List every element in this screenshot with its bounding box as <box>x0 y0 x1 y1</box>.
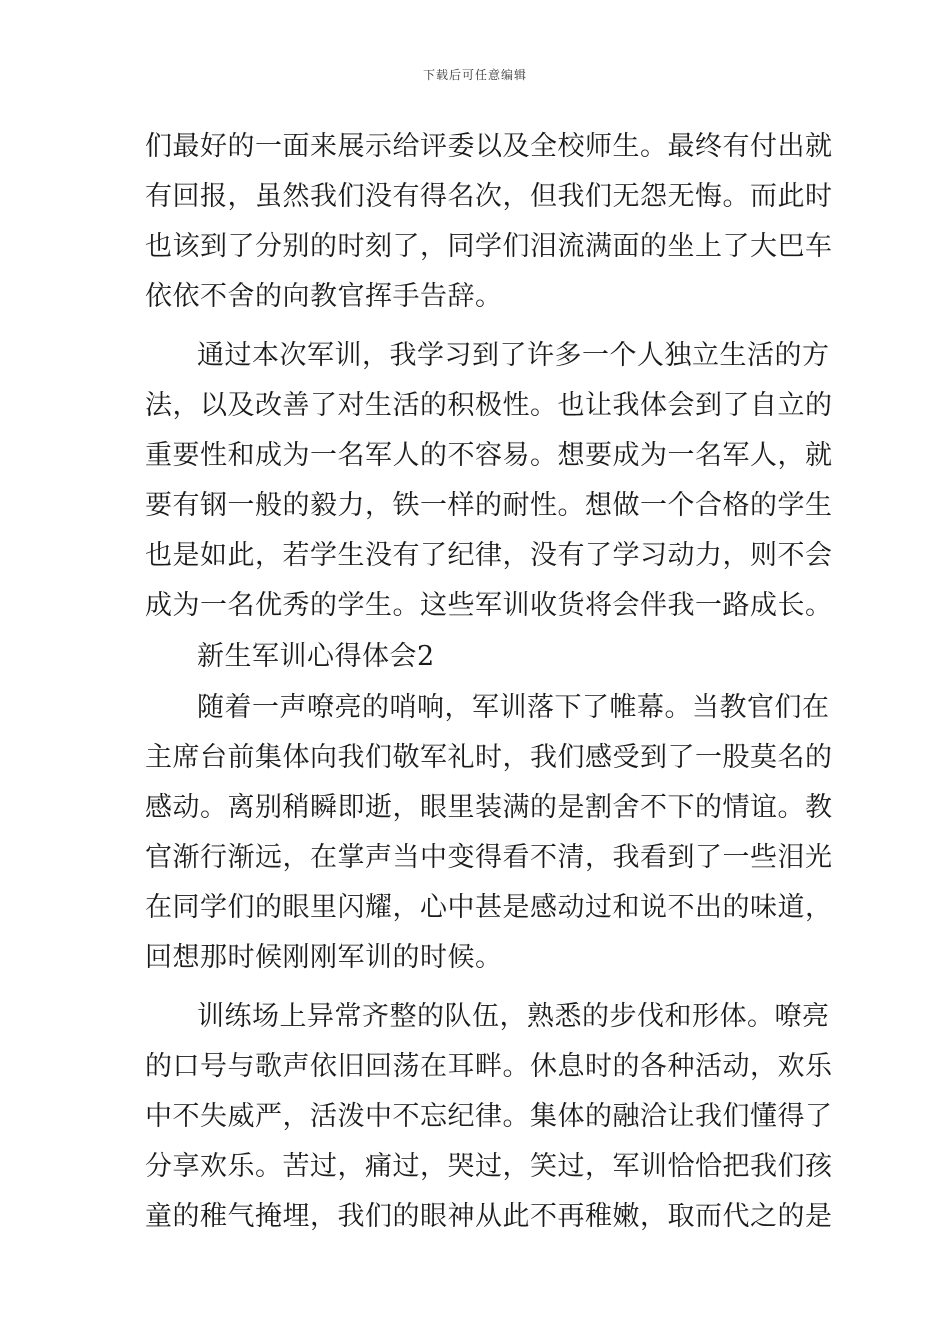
text-line: 也该到了分别的时刻了，同学们泪流满面的坐上了大巴车 <box>145 231 833 262</box>
text-line: 依依不舍的向教官挥手告辞。 <box>145 281 503 312</box>
text-line: 分享欢乐。苦过，痛过，哭过，笑过，军训恰恰把我们孩 <box>145 1151 833 1182</box>
text-line: 们最好的一面来展示给评委以及全校师生。最终有付出就 <box>145 131 833 162</box>
text-line: 通过本次军训，我学习到了许多一个人独立生活的方 <box>197 340 830 371</box>
paragraph-4 <box>145 992 833 1242</box>
text-line: 回想那时候刚刚军训的时候。 <box>145 942 503 973</box>
page-header: 下载后可任意编辑 <box>422 68 527 82</box>
text-line: 也是如此，若学生没有了纪律，没有了学习动力，则不会 <box>145 540 833 571</box>
text-line: 主席台前集体向我们敬军礼时，我们感受到了一股莫名的 <box>145 742 833 773</box>
text-line: 训练场上异常齐整的队伍，熟悉的步伐和形体。嘹亮 <box>197 1001 830 1032</box>
paragraph-1 <box>145 122 833 322</box>
text-line: 法，以及改善了对生活的积极性。也让我体会到了自立的 <box>145 390 833 421</box>
section-heading: 新生军训心得体会2 <box>197 641 435 672</box>
text-line: 随着一声嘹亮的哨响，军训落下了帷幕。当教官们在 <box>197 692 830 723</box>
text-line: 童的稚气掩埋，我们的眼神从此不再稚嫩，取而代之的是 <box>145 1201 833 1232</box>
document-body <box>145 122 833 1242</box>
paragraph-2 <box>145 331 833 631</box>
text-line: 中不失威严，活泼中不忘纪律。集体的融洽让我们懂得了 <box>145 1101 833 1132</box>
text-line: 在同学们的眼里闪耀，心中甚是感动过和说不出的味道， <box>145 892 833 923</box>
paragraph-3 <box>145 683 833 983</box>
text-line: 要有钢一般的毅力，铁一样的耐性。想做一个合格的学生 <box>145 490 833 521</box>
text-line: 成为一名优秀的学生。这些军训收货将会伴我一路成长。 <box>145 590 833 621</box>
text-line: 的口号与歌声依旧回荡在耳畔。休息时的各种活动，欢乐 <box>145 1051 833 1082</box>
text-line: 重要性和成为一名军人的不容易。想要成为一名军人，就 <box>145 440 833 471</box>
text-line: 感动。离别稍瞬即逝，眼里装满的是割舍不下的情谊。教 <box>145 792 833 823</box>
text-line: 官渐行渐远，在掌声当中变得看不清，我看到了一些泪光 <box>145 842 833 873</box>
text-line: 有回报，虽然我们没有得名次，但我们无怨无悔。而此时 <box>145 181 833 212</box>
